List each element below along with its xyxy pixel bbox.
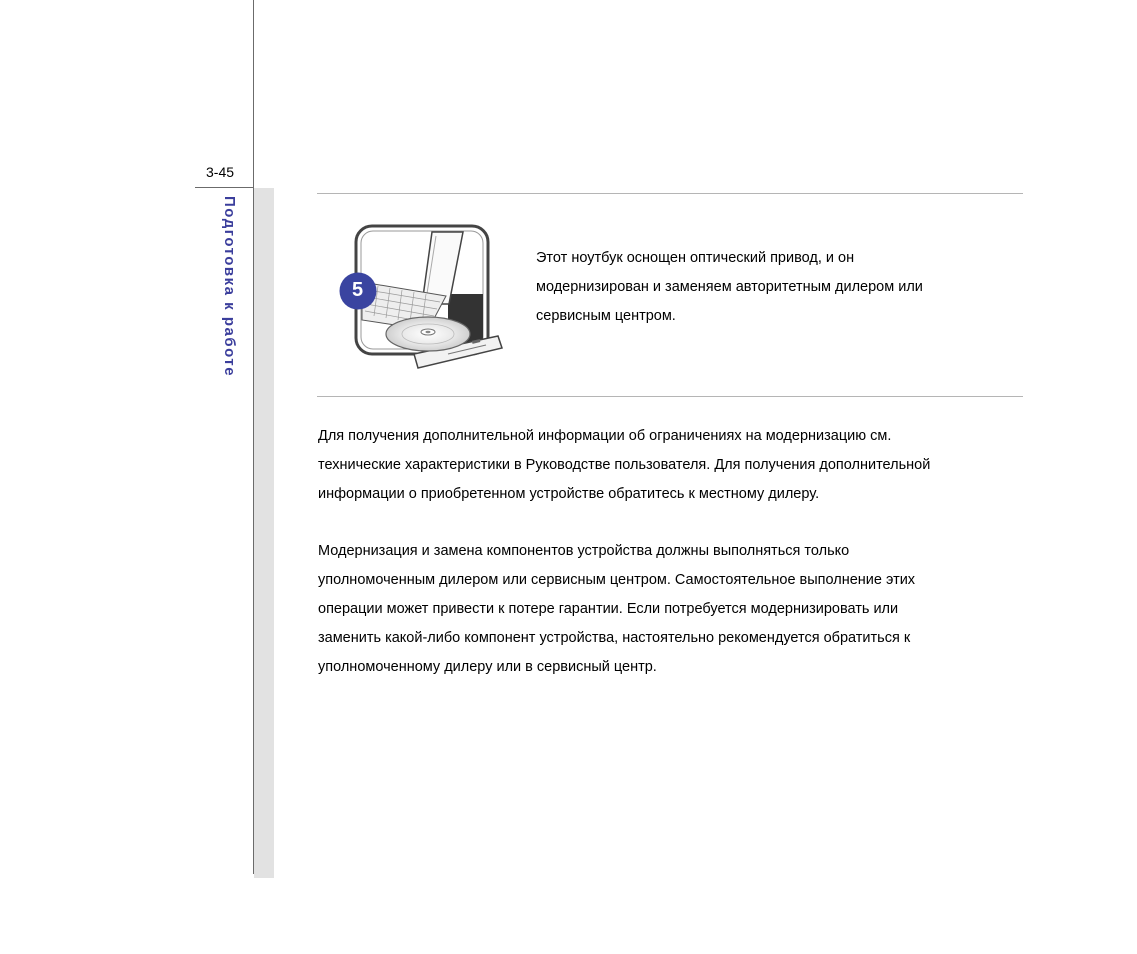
- paragraph-line: уполномоченным дилером или сервисным центром. Самостоятельное выполнение этих: [318, 572, 916, 588]
- laptop-optical-drive-icon: [336, 224, 506, 374]
- paragraph-line: Для получения дополнительной информации об ограничениях на модернизацию см.: [318, 428, 892, 444]
- callout-line: модернизирован и заменяем авторитетным дилером или: [536, 279, 923, 295]
- section-title: Подготовка к работе: [221, 196, 238, 378]
- callout-text: [536, 244, 1006, 331]
- paragraph-upgrade-info: [318, 422, 1018, 509]
- callout-top-rule: [317, 193, 1023, 194]
- paragraph-line: технические характеристики в Руководстве пользователя. Для получения дополнительной: [318, 457, 931, 473]
- paragraph-line: Модернизация и замена компонентов устройства должны выполняться только: [318, 543, 850, 559]
- paragraph-line: информации о приобретенном устройстве обратитесь к местному дилеру.: [318, 486, 820, 502]
- page-number: 3-45: [206, 164, 235, 180]
- step-number-badge: 5: [351, 279, 364, 301]
- paragraph-line: заменить какой-либо компонент устройства, настоятельно рекомендуется обратиться к: [318, 630, 911, 646]
- side-band: [254, 188, 274, 878]
- paragraph-line: операции может привести к потере гарантии. Если потребуется модернизировать или: [318, 601, 899, 617]
- paragraph-warranty-warning: [318, 537, 1018, 682]
- callout-bottom-rule: [317, 396, 1023, 397]
- callout-line: сервисным центром.: [536, 308, 676, 324]
- callout-line: Этот ноутбук оснощен оптический привод, и он: [536, 250, 855, 266]
- paragraph-line: уполномоченному дилеру или в сервисный центр.: [318, 659, 657, 675]
- page-number-rule: [195, 187, 253, 188]
